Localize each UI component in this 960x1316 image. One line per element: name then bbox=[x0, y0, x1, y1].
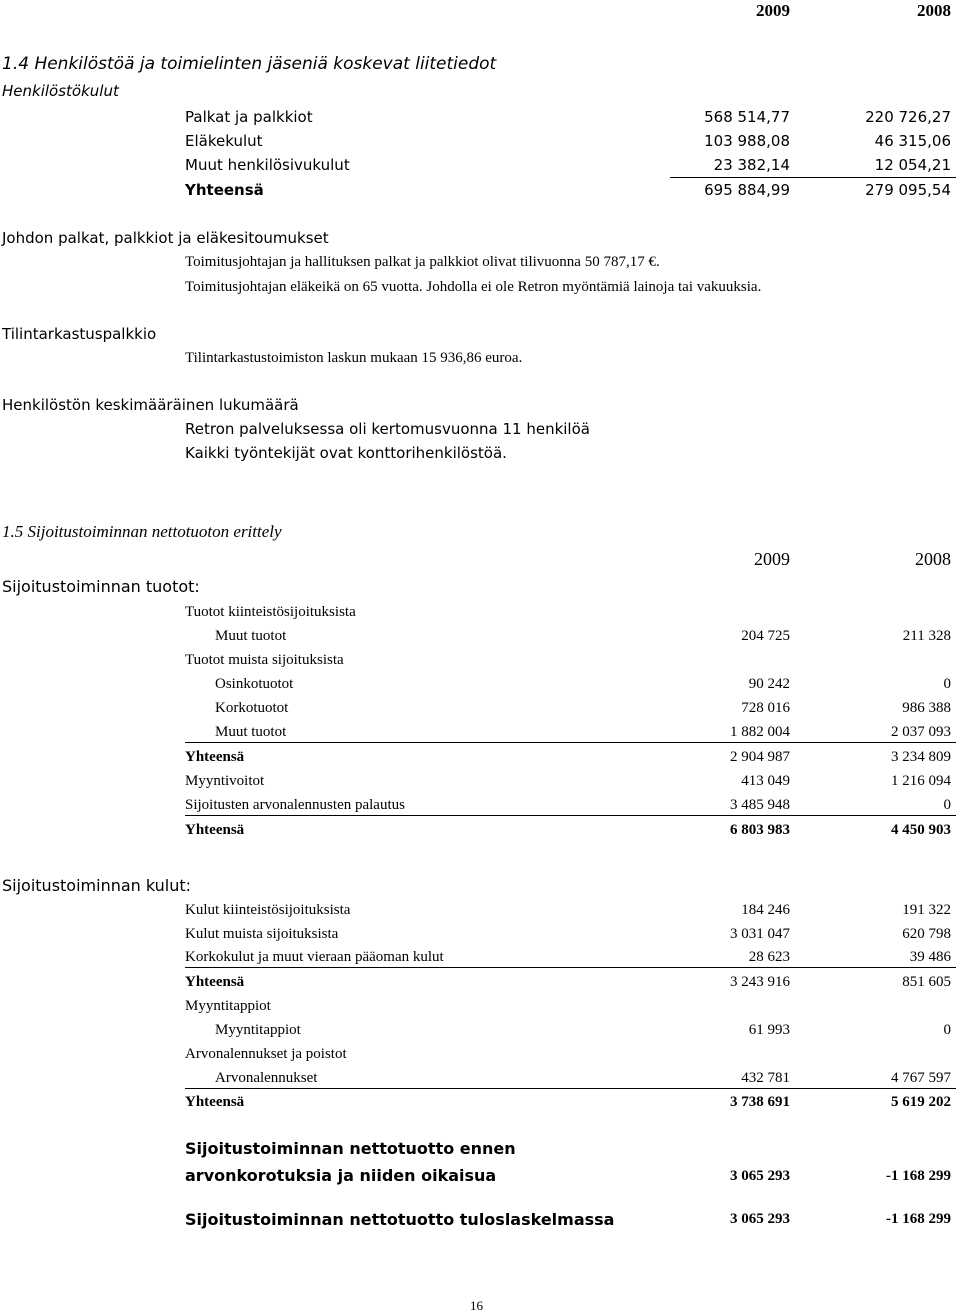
expense-row-label: Kulut muista sijoituksista bbox=[185, 926, 339, 942]
expense-subtotal-label: Yhteensä bbox=[185, 974, 245, 990]
expense-row-v2008: 0 bbox=[943, 1022, 951, 1038]
income-row-label: Sijoitusten arvonalennusten palautus bbox=[185, 797, 405, 813]
net-v2009: 3 065 293 bbox=[730, 1168, 790, 1184]
income-row-v2008: 0 bbox=[943, 676, 951, 692]
henkilosto-text-2: Kaikki työntekijät ovat konttorihenkilöstöä. bbox=[185, 444, 507, 462]
johdon-text-2: Toimitusjohtajan eläkeikä on 65 vuotta. Johdolla ei ole Retron myöntämiä lainoja tai vakuuksia. bbox=[185, 279, 762, 295]
income-row-v2009: 413 049 bbox=[741, 773, 790, 789]
income-total-rule bbox=[185, 815, 956, 816]
s1-row-label: Eläkekulut bbox=[185, 132, 263, 150]
s1-row-v2008: 46 315,06 bbox=[874, 132, 951, 150]
expense-heading: Sijoitustoiminnan kulut: bbox=[2, 876, 192, 895]
s1-total-v2009: 695 884,99 bbox=[704, 181, 790, 199]
income-row-label: Tuotot kiinteistösijoituksista bbox=[185, 604, 356, 620]
net2-label: Sijoitustoiminnan nettotuotto tuloslaskelmassa bbox=[185, 1210, 615, 1229]
income-row-label: Muut tuotot bbox=[215, 724, 287, 740]
expense-row-label: Myyntitappiot bbox=[215, 1022, 301, 1038]
income-row-v2008: 211 328 bbox=[902, 628, 951, 644]
net-v2008: -1 168 299 bbox=[886, 1168, 951, 1184]
s1-row-v2009: 23 382,14 bbox=[713, 156, 790, 174]
s1-sum-rule bbox=[670, 177, 956, 178]
income-row-label: Osinkotuotot bbox=[215, 676, 294, 692]
expense-row-v2009: 28 623 bbox=[748, 949, 790, 965]
s2-year-2008: 2008 bbox=[915, 549, 951, 569]
expense-total-label: Yhteensä bbox=[185, 1094, 245, 1110]
expense-subtotal-rule bbox=[185, 967, 956, 968]
s1-year-2008: 2008 bbox=[917, 1, 951, 20]
s1-row-label: Palkat ja palkkiot bbox=[185, 108, 313, 126]
henkilosto-text-1: Retron palveluksessa oli kertomusvuonna 11 henkilöä bbox=[185, 420, 590, 438]
income-subtotal-rule bbox=[185, 742, 956, 743]
income-total-v2008: 4 450 903 bbox=[891, 822, 951, 838]
income-subtotal-label: Yhteensä bbox=[185, 749, 245, 765]
expense-row-label: Arvonalennukset ja poistot bbox=[185, 1046, 347, 1062]
income-row-label: Myyntivoitot bbox=[185, 773, 265, 789]
s1-subtitle: Henkilöstökulut bbox=[2, 82, 119, 100]
expense-row-label: Korkokulut ja muut vieraan pääoman kulut bbox=[185, 949, 444, 965]
s1-total-v2008: 279 095,54 bbox=[865, 181, 951, 199]
net-label-line2: arvonkorotuksia ja niiden oikaisua bbox=[185, 1166, 497, 1185]
expense-row-v2009: 61 993 bbox=[748, 1022, 790, 1038]
expense-row-label: Kulut kiinteistösijoituksista bbox=[185, 902, 351, 918]
income-row-v2009: 90 242 bbox=[748, 676, 790, 692]
s1-total-label: Yhteensä bbox=[185, 181, 264, 199]
s2-title: 1.5 Sijoitustoiminnan nettotuoton erittely bbox=[2, 522, 282, 541]
income-row-v2009: 728 016 bbox=[741, 700, 790, 716]
income-row-v2008: 986 388 bbox=[902, 700, 951, 716]
expense-row-label: Arvonalennukset bbox=[215, 1070, 318, 1086]
income-row-v2008: 0 bbox=[943, 797, 951, 813]
expense-subtotal-v2008: 851 605 bbox=[902, 974, 951, 990]
johdon-text-1: Toimitusjohtajan ja hallituksen palkat ja palkkiot olivat tilivuonna 50 787,17 €. bbox=[185, 254, 660, 270]
s1-row-label: Muut henkilösivukulut bbox=[185, 156, 350, 174]
income-total-v2009: 6 803 983 bbox=[730, 822, 790, 838]
expense-row-v2009: 432 781 bbox=[741, 1070, 790, 1086]
expense-row-v2008: 191 322 bbox=[902, 902, 951, 918]
income-row-v2009: 1 882 004 bbox=[730, 724, 790, 740]
expense-total-rule bbox=[185, 1088, 956, 1089]
henkilosto-heading: Henkilöstön keskimääräinen lukumäärä bbox=[2, 396, 299, 414]
income-row-v2008: 1 216 094 bbox=[891, 773, 951, 789]
s1-row-v2009: 568 514,77 bbox=[704, 108, 790, 126]
expense-row-v2009: 3 031 047 bbox=[730, 926, 790, 942]
income-row-v2009: 204 725 bbox=[741, 628, 790, 644]
expense-total-v2009: 3 738 691 bbox=[730, 1094, 790, 1110]
s1-row-v2008: 12 054,21 bbox=[874, 156, 951, 174]
tilintarkastus-text: Tilintarkastustoimiston laskun mukaan 15 936,86 euroa. bbox=[185, 350, 523, 366]
page-number: 16 bbox=[470, 1298, 483, 1313]
income-subtotal-v2008: 3 234 809 bbox=[891, 749, 951, 765]
s1-title: 1.4 Henkilöstöä ja toimielinten jäseniä koskevat liitetiedot bbox=[2, 54, 497, 74]
expense-row-v2008: 620 798 bbox=[902, 926, 951, 942]
income-row-v2008: 2 037 093 bbox=[891, 724, 951, 740]
s2-year-2009: 2009 bbox=[754, 549, 790, 569]
income-row-label: Muut tuotot bbox=[215, 628, 287, 644]
expense-row-v2009: 184 246 bbox=[741, 902, 790, 918]
s1-row-v2009: 103 988,08 bbox=[704, 132, 790, 150]
s1-row-v2008: 220 726,27 bbox=[865, 108, 951, 126]
s1-year-2009: 2009 bbox=[756, 1, 790, 20]
income-row-v2009: 3 485 948 bbox=[730, 797, 790, 813]
income-row-label: Korkotuotot bbox=[215, 700, 289, 716]
expense-row-v2008: 39 486 bbox=[909, 949, 951, 965]
tilintarkastus-heading: Tilintarkastuspalkkio bbox=[2, 325, 157, 343]
income-total-label: Yhteensä bbox=[185, 822, 245, 838]
johdon-heading: Johdon palkat, palkkiot ja eläkesitoumukset bbox=[2, 229, 329, 247]
expense-row-v2008: 4 767 597 bbox=[891, 1070, 951, 1086]
expense-subtotal-v2009: 3 243 916 bbox=[730, 974, 790, 990]
net-label-line1: Sijoitustoiminnan nettotuotto ennen bbox=[185, 1139, 516, 1158]
net2-v2009: 3 065 293 bbox=[730, 1211, 790, 1227]
expense-total-v2008: 5 619 202 bbox=[891, 1094, 951, 1110]
income-heading: Sijoitustoiminnan tuotot: bbox=[2, 577, 200, 596]
income-subtotal-v2009: 2 904 987 bbox=[730, 749, 790, 765]
income-row-label: Tuotot muista sijoituksista bbox=[185, 652, 344, 668]
expense-row-label: Myyntitappiot bbox=[185, 998, 271, 1014]
net2-v2008: -1 168 299 bbox=[886, 1211, 951, 1227]
